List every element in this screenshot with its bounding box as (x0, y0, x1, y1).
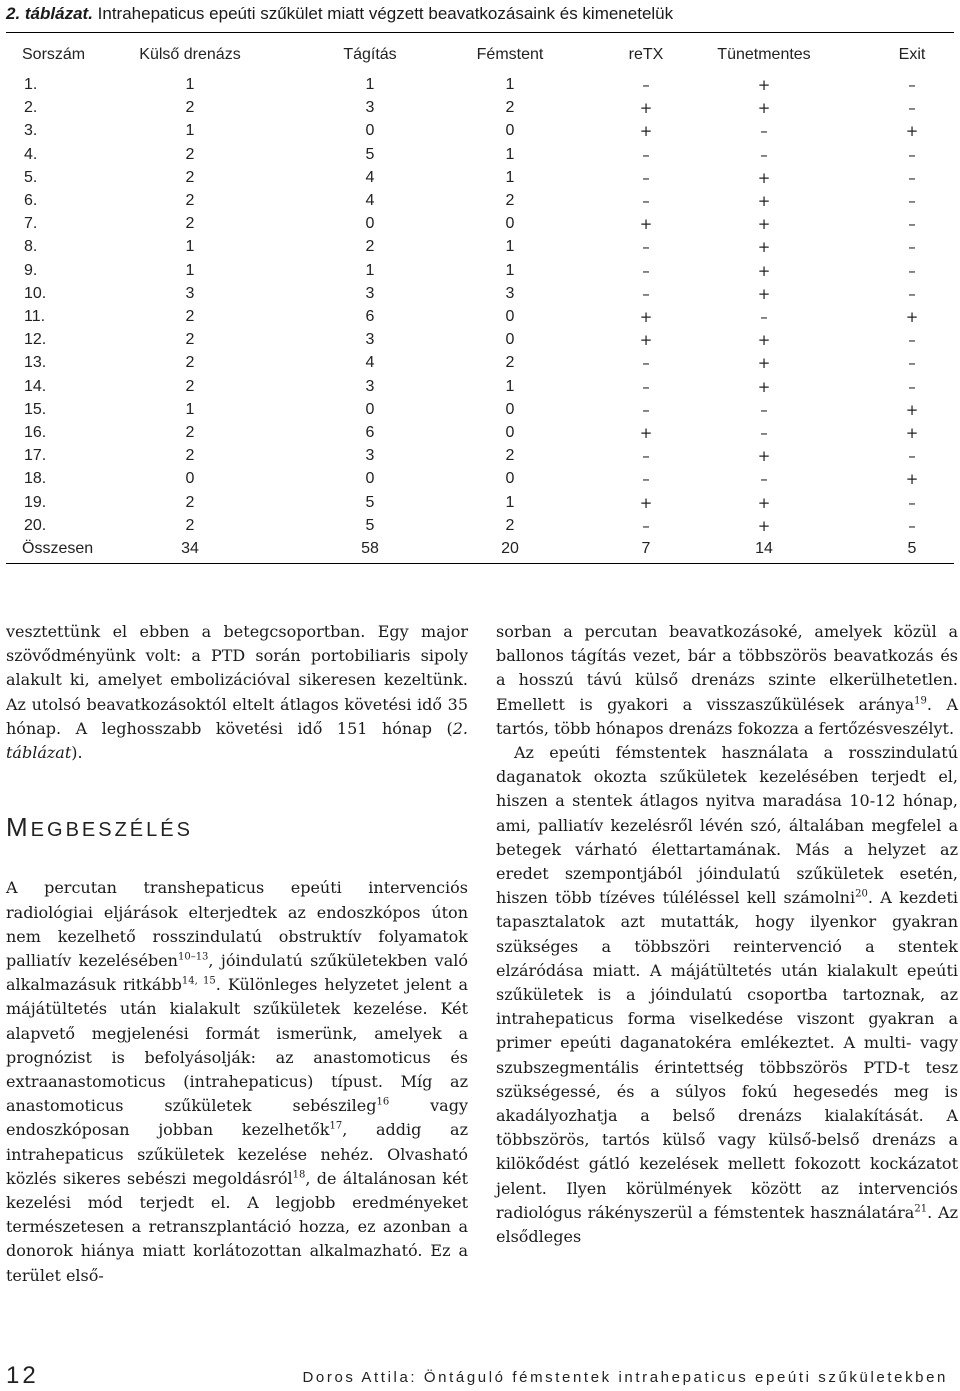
table-cell: 2 (505, 447, 515, 465)
table-cell: 34 (181, 540, 199, 557)
table-cell: 7 (641, 540, 651, 557)
table-cell: – (642, 192, 650, 210)
table-cell: + (757, 215, 771, 234)
table-cell: + (757, 238, 771, 257)
table-cell: 2 (185, 168, 195, 186)
table-cell: 17. (24, 447, 47, 465)
table-cell: 2 (185, 192, 195, 209)
table-cell: – (908, 145, 916, 164)
page-footer (6, 1362, 954, 1390)
table-title: Intrahepaticus epeúti szűkület miatt végzett beavatkozásaink és kimenetelük (92, 4, 674, 23)
table-cell: + (905, 122, 919, 141)
table-cell: – (908, 192, 916, 210)
table-cell: + (757, 447, 771, 466)
table-cell: 9. (24, 261, 38, 279)
table-cell: 2 (185, 308, 195, 325)
table-cell: – (642, 76, 650, 94)
table-cell: 0 (365, 470, 375, 488)
table-cell: + (757, 168, 771, 187)
table-cell: – (760, 470, 768, 489)
table-row (6, 329, 954, 351)
table-cell: – (642, 261, 650, 280)
table-cell: – (760, 400, 768, 419)
table-cell: Exit (898, 46, 926, 63)
table-cell: – (642, 284, 650, 303)
table-cell: 0 (365, 122, 375, 140)
table-cell: 0 (505, 400, 515, 418)
table-cell: 1. (24, 76, 38, 93)
table-cell: + (757, 192, 771, 210)
table-cell: + (905, 470, 919, 489)
table-cell: 2 (365, 238, 375, 256)
table-reference: 2. táblázat (6, 718, 468, 763)
table-cell: – (908, 76, 916, 94)
table-cell: 4 (365, 354, 375, 372)
table-cell: + (757, 331, 771, 350)
table-cell: 3 (365, 447, 375, 465)
left-paragraph-1: vesztettünk el ebben a betegcsoportban. Egy major szövődményünk volt: a PTD során portobiliaris sipoly alakult ki, amelyet embolizációval sikeresen kezeltünk. Az utolsó beavatkozásoktól eltelt átlagos követési idő 35 hónap. A leghosszabb követési idő 151 hónap (2. táblázat). (6, 622, 468, 763)
table-cell: 6 (365, 308, 375, 325)
table-cell: + (639, 308, 653, 326)
table-cell: 3 (365, 99, 375, 117)
table-cell: – (760, 145, 768, 164)
table-cell: 2 (185, 354, 195, 372)
citation: 17 (329, 1121, 343, 1133)
table-cell: – (908, 331, 916, 350)
table-cell: 1 (185, 122, 195, 140)
table-cell: 0 (505, 308, 515, 325)
table-cell: 15. (24, 400, 47, 418)
table-cell: – (642, 354, 650, 373)
table-row (6, 120, 954, 142)
table-row (6, 468, 954, 490)
table-cell: 4. (24, 145, 38, 163)
table-cell: 0 (365, 215, 375, 233)
table-cell: 19. (24, 493, 47, 511)
table-row (6, 167, 954, 189)
table-cell: 2 (185, 377, 195, 395)
table-cell: – (908, 238, 916, 257)
table-cell: Sorszám (22, 46, 86, 63)
table-row (6, 260, 954, 282)
table-cell: 4 (365, 192, 375, 209)
table-cell: 20 (501, 540, 519, 557)
table-row (6, 190, 954, 212)
table-cell: 4 (365, 168, 375, 186)
table-cell: – (908, 168, 916, 187)
citation: 18 (292, 1169, 306, 1181)
page-number: 12 (6, 1362, 39, 1389)
citation: 19 (914, 695, 927, 707)
table-cell: 2 (185, 516, 195, 534)
table-cell: 20. (24, 516, 47, 534)
table-cell: Tünetmentes (717, 46, 811, 63)
right-column (496, 620, 958, 1249)
table-cell: reTX (628, 46, 664, 63)
table-cell: 3 (365, 284, 375, 302)
table-cell: – (908, 284, 916, 303)
table-cell: 12. (24, 331, 47, 349)
table-bottom-rule (6, 563, 954, 564)
table-cell: 0 (505, 424, 515, 441)
table-cell: – (908, 447, 916, 466)
table-cell: 2 (505, 516, 515, 534)
right-paragraph-2: Az epeúti fémstentek használata a rosszindulatú daganatok okozta szűkületek kezelésében terjedt el, hiszen a stentek átlagos nyitva maradása 10-12 hónap, ami, palliatív kezelésről lévén szó, általában megfelel a betegek várható élettartamának. Más a helyzet az eredet szempontjából jóindulatú szűkületek esetén, hiszen több tízéves túléléssel kell számolni$^{20}$. A kezdeti tapasztalatok azt mutatták, hogy ilyenkor gyakran szükséges a többszöri reintervenció a stentek elzáródása miatt. A májátültetés után kialakult epeúti szűkületek is a jóindulatú csoportba tartoznak, az intrahepaticus forma viselkedése viszont gyakran a primer epeúti daganatokéra emlékeztet. A multi- vagy szubszegmentális érintettség többszörös PTD-t tesz szükségessé, és a súlyos fokú hegesedés meg is akadályozhatja a belső drenázs kialakítását. A többszörös, tartós külső vagy külső-belső drenázs a kilökődést gátló kezelések mellett fokozott kockázatot jelent. Ilyen körülmények között az intervenciós radiológus rákényszerül a fémstentek használatára$^{21}$. Az elsődleges (496, 743, 959, 1247)
table-cell: + (639, 99, 653, 118)
table-cell: – (642, 470, 650, 489)
table-row (6, 376, 954, 398)
table-cell: 1 (505, 168, 515, 186)
table-cell: – (642, 377, 650, 396)
table-cell: – (760, 308, 768, 326)
table-cell: 7. (24, 215, 38, 233)
table-cell: 1 (505, 261, 515, 279)
table-cell: + (757, 493, 771, 512)
table-cell: 18. (24, 470, 47, 488)
table-cell: 10. (24, 284, 47, 302)
citation: 10–13 (177, 951, 209, 963)
table-row (6, 306, 954, 328)
table-cell: + (757, 284, 771, 303)
left-paragraph-2: A percutan transhepaticus epeúti intervenciós radiológiai eljárások elterjedtek az endoszkópos úton nem kezelhető rosszindulatú obstruktív folyamatok palliatív kezelésében$^{10-13}$, jóindulatú szűkületekben való alkalmazásuk ritkább$^{14, 15}$. Különleges helyzetet jelent a májátültetés után kialakult szűkületek kezelése. Két alapvető megjelenési formát ismerünk, amelyek a prognózist is befolyásolják: az anastomoticus és extraanastomoticus (intrahepaticus) típust. Míg az anastomoticus szűkületek sebészileg$^{16}$ vagy endoszkóposan jobban kezelhetők$^{17}$, addig az intrahepaticus szűkületek kezelése nehéz. Olvasható közlés sikeres sebészi megoldásról$^{18}$, de általánosan két kezelési mód terjedt el. A legjobb eredményeket természetesen a retranszplantáció hozza, ez azonban a donorok hiánya miatt korlátozottan alkalmazható. Ez a terület első- (6, 878, 469, 1285)
table-cell: 0 (365, 400, 375, 418)
table-cell: + (639, 331, 653, 350)
table-cell: 2 (185, 145, 195, 163)
table-cell: 1 (505, 238, 515, 256)
left-column (6, 620, 468, 1288)
table-cell: 1 (505, 377, 515, 395)
table-cell: 5 (365, 516, 375, 534)
table-cell: 1 (505, 145, 515, 163)
table-cell: – (908, 99, 916, 118)
table-cell: – (642, 400, 650, 419)
table-cell: 3. (24, 122, 38, 140)
table-cell: + (905, 308, 919, 326)
table-cell: 2 (185, 331, 195, 349)
table-cell: 58 (361, 540, 379, 557)
table-cell: Külső drenázs (139, 46, 241, 63)
table-label: 2. táblázat. (6, 4, 93, 23)
table-cell: + (757, 354, 771, 373)
table-cell: 2 (185, 99, 195, 117)
table-caption (6, 4, 956, 24)
table-cell: 5. (24, 168, 38, 186)
table-cell: – (760, 122, 768, 141)
table-cell: – (760, 424, 768, 442)
table-cell: 0 (505, 122, 515, 140)
table-row (6, 515, 954, 537)
right-paragraph-1: sorban a percutan beavatkozásoké, amelyek közül a ballonos tágítás vezet, bár a többszörös beavatkozás és a hosszú távú külső drenázs szinte elkerülhetetlen. Emellett is gyakori a visszaszűkülések aránya$^{19}$. A tartós, több hónapos drenázs fokozza a fertőzésveszélyt. (496, 622, 958, 738)
table-cell: – (908, 354, 916, 373)
table-cell: – (908, 377, 916, 396)
table-cell: 5 (365, 145, 375, 163)
table-cell: 6 (365, 424, 375, 441)
table-cell: 1 (365, 76, 375, 93)
table-cell: 1 (365, 261, 375, 279)
table-cell: Tágítás (343, 46, 397, 63)
table-cell: 1 (505, 76, 515, 93)
table-cell: 8. (24, 238, 38, 256)
table-top-rule (6, 32, 954, 33)
table-cell: 5 (365, 493, 375, 511)
table-row (6, 97, 954, 119)
table-cell: 3 (505, 284, 515, 302)
table-cell: 0 (505, 470, 515, 488)
table-cell: 3 (365, 331, 375, 349)
table-cell: 2 (505, 354, 515, 372)
citation: 21 (914, 1203, 928, 1215)
table-cell: 14 (755, 540, 773, 557)
table-cell: 1 (185, 76, 195, 93)
table-cell: 3 (365, 377, 375, 395)
table-row (6, 445, 954, 467)
table-cell: + (757, 76, 771, 94)
table-cell: 1 (185, 238, 195, 256)
table-cell: + (757, 516, 771, 535)
table-cell: – (642, 516, 650, 535)
table-cell: 2 (185, 215, 195, 233)
table-row (6, 422, 954, 444)
table-cell: + (639, 424, 653, 442)
citation: 20 (855, 888, 868, 900)
table-cell: + (757, 99, 771, 118)
table-row (6, 283, 954, 305)
table-cell: + (757, 261, 771, 280)
table-cell: – (908, 493, 916, 512)
table-row (6, 74, 954, 96)
table-cell: – (908, 215, 916, 234)
table-row (6, 399, 954, 421)
table-header-row (6, 44, 954, 66)
table-cell: 1 (185, 261, 195, 279)
table-cell: + (639, 215, 653, 234)
table-cell: + (757, 377, 771, 396)
table-cell: – (642, 238, 650, 257)
table-cell: 0 (185, 470, 195, 488)
table-cell: – (642, 447, 650, 466)
running-head: Doros Attila: Öntáguló fémstentek intrahepaticus epeúti szűkületekben (302, 1369, 948, 1386)
table-row (6, 236, 954, 258)
table-cell: 5 (907, 540, 917, 557)
table-cell: 1 (185, 400, 195, 418)
table-row (6, 352, 954, 374)
table-cell: 0 (505, 331, 515, 349)
section-heading: MEGBESZÉLÉS (6, 812, 193, 843)
table-cell: 13. (24, 354, 47, 372)
table-cell: – (642, 145, 650, 164)
table-cell: 6. (24, 192, 38, 209)
table-row (6, 144, 954, 166)
table-cell: + (639, 122, 653, 141)
table-cell: 2 (185, 424, 195, 441)
table-total-row (6, 538, 954, 560)
table-cell: + (905, 424, 919, 442)
table-cell: 16. (24, 424, 47, 441)
table-cell: 2. (24, 99, 38, 117)
table-cell: 0 (505, 215, 515, 233)
table-row (6, 213, 954, 235)
table-cell: + (905, 400, 919, 419)
table-cell: Összesen (22, 540, 94, 557)
citation: 14, 15 (181, 975, 216, 987)
table-cell: 1 (505, 493, 515, 511)
table-cell: 2 (185, 447, 195, 465)
table-row (6, 492, 954, 514)
table-cell: – (908, 516, 916, 535)
table-cell: + (639, 493, 653, 512)
citation: 16 (376, 1096, 390, 1108)
table-cell: 2 (505, 99, 515, 117)
table-cell: – (908, 261, 916, 280)
table-cell: Fémstent (476, 46, 544, 63)
table-cell: 2 (505, 192, 515, 209)
table-cell: 2 (185, 493, 195, 511)
table-cell: 11. (24, 308, 46, 325)
table-cell: – (642, 168, 650, 187)
table-cell: 3 (185, 284, 195, 302)
table-cell: 14. (24, 377, 47, 395)
